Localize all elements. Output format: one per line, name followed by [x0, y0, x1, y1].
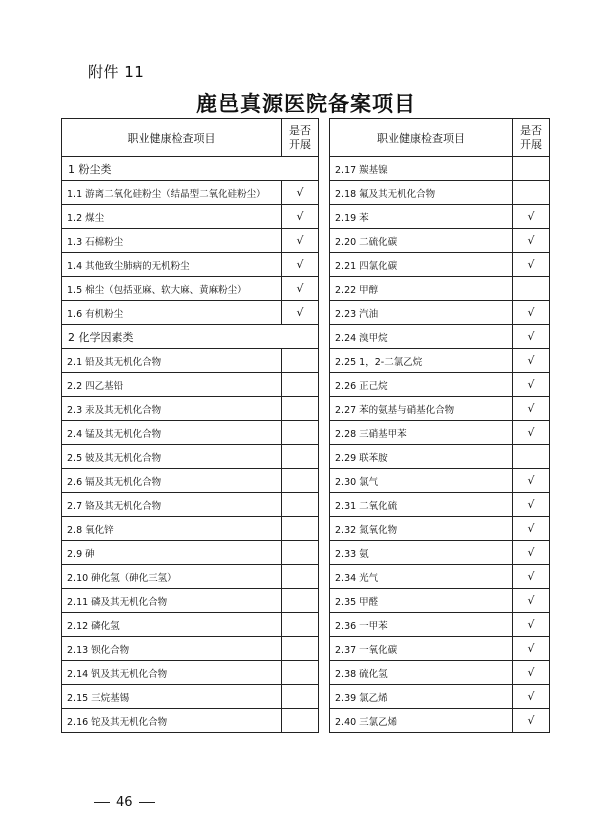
- check-mark: [282, 469, 319, 493]
- check-mark: √: [513, 517, 550, 541]
- table-row: [330, 229, 550, 253]
- page-footer: [88, 795, 161, 810]
- header-flag-line1: 是否: [520, 123, 542, 137]
- table-row: [330, 349, 550, 373]
- item-name: 2.24 溴甲烷: [330, 325, 513, 349]
- check-mark: √: [513, 205, 550, 229]
- check-mark: √: [513, 685, 550, 709]
- table-row: [62, 373, 319, 397]
- item-name: 2.37 一氧化碳: [330, 637, 513, 661]
- check-mark: √: [513, 253, 550, 277]
- table-row: [62, 229, 319, 253]
- footer-dash-left: [94, 802, 110, 803]
- table-row: [330, 661, 550, 685]
- check-mark: √: [513, 709, 550, 733]
- table-row: [62, 469, 319, 493]
- item-name: 2.25 1，2-二氯乙烷: [330, 349, 513, 373]
- item-name: 2.34 光气: [330, 565, 513, 589]
- header-item: 职业健康检查项目: [62, 119, 282, 157]
- item-name: 2.39 氯乙烯: [330, 685, 513, 709]
- header-flag-line1: 是否: [289, 123, 311, 137]
- section-title: 2 化学因素类: [62, 325, 319, 349]
- item-name: 2.19 苯: [330, 205, 513, 229]
- item-name: 2.17 羰基镍: [330, 157, 513, 181]
- table-row: [62, 421, 319, 445]
- check-mark: √: [282, 253, 319, 277]
- check-mark: [282, 589, 319, 613]
- check-mark: √: [513, 421, 550, 445]
- item-name: 2.20 二硫化碳: [330, 229, 513, 253]
- table-row: [62, 661, 319, 685]
- check-mark: √: [513, 589, 550, 613]
- table-row: [330, 277, 550, 301]
- check-mark: [282, 493, 319, 517]
- table-row: [62, 685, 319, 709]
- check-mark: [513, 181, 550, 205]
- right-project-table: [329, 118, 550, 733]
- check-mark: √: [513, 661, 550, 685]
- table-row: [62, 493, 319, 517]
- item-name: 2.7 铬及其无机化合物: [62, 493, 282, 517]
- table-row: [330, 637, 550, 661]
- table-row: [62, 397, 319, 421]
- check-mark: [282, 517, 319, 541]
- table-row: [62, 565, 319, 589]
- item-name: 2.10 砷化氢（砷化三氢）: [62, 565, 282, 589]
- table-row: [330, 421, 550, 445]
- item-name: 2.18 氟及其无机化合物: [330, 181, 513, 205]
- item-name: 2.9 砷: [62, 541, 282, 565]
- table-row: [62, 637, 319, 661]
- item-name: 2.12 磷化氢: [62, 613, 282, 637]
- item-name: 2.15 三烷基锡: [62, 685, 282, 709]
- table-row: [330, 157, 550, 181]
- check-mark: √: [513, 349, 550, 373]
- check-mark: √: [282, 205, 319, 229]
- table-row: [330, 565, 550, 589]
- item-name: 2.8 氧化锌: [62, 517, 282, 541]
- check-mark: [282, 709, 319, 733]
- header-flag: [282, 119, 319, 157]
- table-row: [330, 397, 550, 421]
- header-item: 职业健康检查项目: [330, 119, 513, 157]
- check-mark: [513, 157, 550, 181]
- item-name: 2.2 四乙基铅: [62, 373, 282, 397]
- check-mark: √: [513, 613, 550, 637]
- item-name: 2.27 苯的氨基与硝基化合物: [330, 397, 513, 421]
- check-mark: √: [513, 373, 550, 397]
- item-name: 1.6 有机粉尘: [62, 301, 282, 325]
- check-mark: √: [282, 229, 319, 253]
- check-mark: [282, 613, 319, 637]
- annex-label: 附件 11: [88, 63, 145, 81]
- check-mark: [282, 685, 319, 709]
- item-name: 2.4 锰及其无机化合物: [62, 421, 282, 445]
- check-mark: √: [513, 229, 550, 253]
- item-name: 1.5 棉尘（包括亚麻、软大麻、黄麻粉尘）: [62, 277, 282, 301]
- check-mark: [282, 349, 319, 373]
- check-mark: √: [513, 493, 550, 517]
- check-mark: [282, 421, 319, 445]
- item-name: 2.26 正己烷: [330, 373, 513, 397]
- item-name: 2.40 三氯乙烯: [330, 709, 513, 733]
- item-name: 1.1 游离二氧化硅粉尘（结晶型二氧化硅粉尘）: [62, 181, 282, 205]
- table-row: [62, 589, 319, 613]
- check-mark: [282, 637, 319, 661]
- section-row: [62, 157, 319, 181]
- table-row: [330, 301, 550, 325]
- table-row: [330, 589, 550, 613]
- item-name: 2.33 氨: [330, 541, 513, 565]
- table-row: [330, 685, 550, 709]
- table-row: [330, 325, 550, 349]
- item-name: 2.29 联苯胺: [330, 445, 513, 469]
- check-mark: [282, 661, 319, 685]
- check-mark: √: [282, 301, 319, 325]
- check-mark: [282, 445, 319, 469]
- check-mark: √: [513, 469, 550, 493]
- item-name: 2.11 磷及其无机化合物: [62, 589, 282, 613]
- item-name: 2.35 甲醛: [330, 589, 513, 613]
- header-flag: [513, 119, 550, 157]
- table-row: [330, 373, 550, 397]
- item-name: 2.31 二氧化硫: [330, 493, 513, 517]
- item-name: 2.36 一甲苯: [330, 613, 513, 637]
- check-mark: √: [513, 637, 550, 661]
- check-mark: √: [282, 181, 319, 205]
- table-row: [330, 493, 550, 517]
- table-row: [330, 181, 550, 205]
- item-name: 2.16 铊及其无机化合物: [62, 709, 282, 733]
- footer-dash-right: [139, 802, 155, 803]
- item-name: 2.3 汞及其无机化合物: [62, 397, 282, 421]
- check-mark: [513, 445, 550, 469]
- table-row: [62, 709, 319, 733]
- check-mark: [282, 541, 319, 565]
- header-flag-line2: 开展: [520, 137, 542, 151]
- check-mark: [282, 373, 319, 397]
- item-name: 1.4 其他致尘肺病的无机粉尘: [62, 253, 282, 277]
- table-row: [62, 205, 319, 229]
- check-mark: √: [513, 325, 550, 349]
- section-row: [62, 325, 319, 349]
- item-name: 2.38 硫化氢: [330, 661, 513, 685]
- check-mark: [282, 397, 319, 421]
- item-name: 2.23 汽油: [330, 301, 513, 325]
- table-row: [62, 541, 319, 565]
- item-name: 2.1 铅及其无机化合物: [62, 349, 282, 373]
- item-name: 2.28 三硝基甲苯: [330, 421, 513, 445]
- table-row: [330, 613, 550, 637]
- table-row: [330, 709, 550, 733]
- page-number: 46: [116, 795, 133, 810]
- page-title: 鹿邑真源医院备案项目: [196, 91, 416, 116]
- check-mark: [513, 277, 550, 301]
- table-header-row: [62, 119, 319, 157]
- check-mark: √: [513, 541, 550, 565]
- table-row: [62, 181, 319, 205]
- item-name: 2.14 钒及其无机化合物: [62, 661, 282, 685]
- table-row: [62, 253, 319, 277]
- item-name: 2.13 钡化合物: [62, 637, 282, 661]
- table-row: [330, 205, 550, 229]
- check-mark: √: [282, 277, 319, 301]
- table-row: [330, 253, 550, 277]
- table-row: [62, 349, 319, 373]
- item-name: 2.30 氯气: [330, 469, 513, 493]
- check-mark: [282, 565, 319, 589]
- check-mark: √: [513, 397, 550, 421]
- table-row: [62, 613, 319, 637]
- table-row: [330, 469, 550, 493]
- item-name: 2.21 四氯化碳: [330, 253, 513, 277]
- check-mark: √: [513, 301, 550, 325]
- table-row: [62, 445, 319, 469]
- item-name: 2.32 氮氧化物: [330, 517, 513, 541]
- table-header-row: [330, 119, 550, 157]
- table-row: [330, 445, 550, 469]
- table-row: [330, 541, 550, 565]
- item-name: 2.6 镉及其无机化合物: [62, 469, 282, 493]
- table-row: [330, 517, 550, 541]
- item-name: 1.2 煤尘: [62, 205, 282, 229]
- item-name: 2.5 铍及其无机化合物: [62, 445, 282, 469]
- table-row: [62, 277, 319, 301]
- item-name: 2.22 甲醇: [330, 277, 513, 301]
- item-name: 1.3 石棉粉尘: [62, 229, 282, 253]
- section-title: 1 粉尘类: [62, 157, 319, 181]
- table-row: [62, 517, 319, 541]
- table-row: [62, 301, 319, 325]
- check-mark: √: [513, 565, 550, 589]
- left-project-table: [61, 118, 319, 733]
- header-flag-line2: 开展: [289, 137, 311, 151]
